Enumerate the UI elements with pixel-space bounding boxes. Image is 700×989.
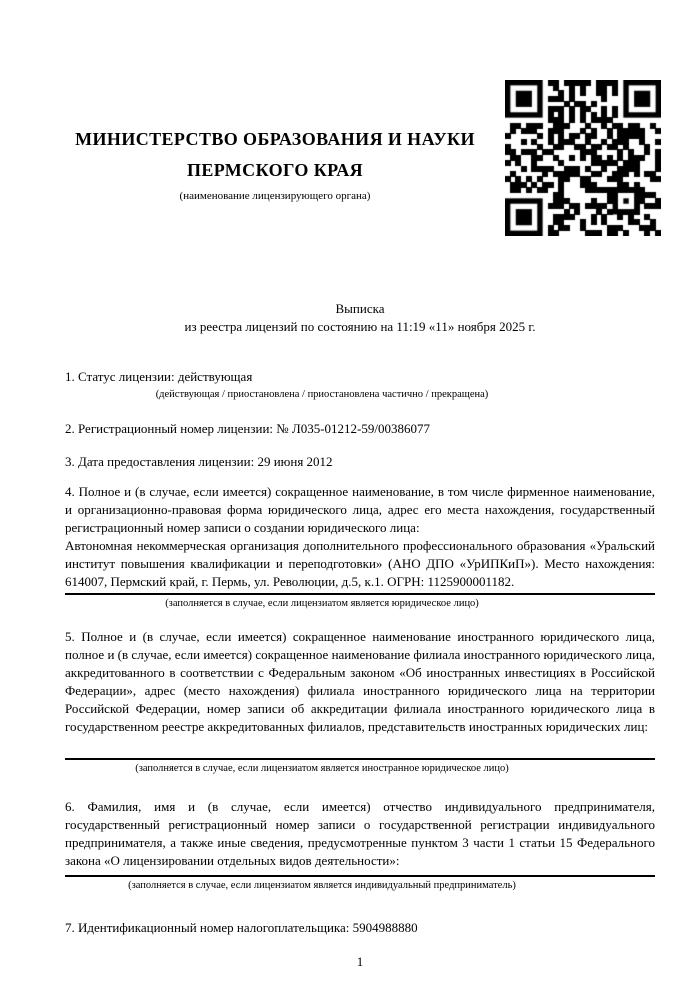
qr-code (505, 80, 661, 236)
item-registration-number (65, 420, 655, 438)
individual-entrepreneur-underline (65, 875, 655, 877)
ministry-name-line1: МИНИСТЕРСТВО ОБРАЗОВАНИЯ И НАУКИ (75, 129, 475, 149)
item-individual-entrepreneur (65, 798, 655, 893)
legal-entity-caption: (заполняется в случае, если лицензиатом является юридическое лицо) (165, 598, 479, 609)
document-title-heading: Выписка (335, 301, 385, 316)
foreign-entity-answer (65, 736, 655, 754)
taxpayer-number-text: 7. Идентификационный номер налогоплательщика: 5904988880 (65, 920, 418, 935)
licensing-authority-header (65, 124, 485, 204)
page-number: 1 (356, 954, 364, 969)
item-license-date (65, 453, 655, 471)
document-title (65, 300, 655, 336)
licensing-authority-caption: (наименование лицензирующего органа) (179, 190, 371, 202)
item-foreign-entity (65, 628, 655, 776)
item-legal-entity (65, 483, 655, 611)
individual-entrepreneur-caption: (заполняется в случае, если лицензиатом является индивидуальный предприниматель) (128, 880, 516, 891)
license-status-caption: (действующая / приостановлена / приостановлена частично / прекращена) (155, 389, 489, 400)
individual-entrepreneur-question: 6. Фамилия, имя и (в случае, если имеется) отчество индивидуального предпринимателя, государственный регистрационный номер записи о государственной регистрации индивидуального предпринимателя, а также иные сведения, предусмотренные пунктом 3 части 1 статьи 15 Федерального закона «О лицензировании отдельных видов деятельности»: (65, 799, 655, 868)
item-taxpayer-number (65, 919, 655, 937)
foreign-entity-question: 5. Полное и (в случае, если имеется) сокращенное наименование иностранного юридического лица, полное и (в случае, если имеется) сокращенное наименование филиала иностранного юридического лица, аккредитованного в соответствии с Федеральным законом «Об иностранных инвестициях в Российской Федерации», адрес (место нахождения) филиала иностранного юридического лица на территории Российской Федерации, номер записи об аккредитации филиала иностранного юридического лица в государственном реестре аккредитованных филиалов, представительств иностранных юридических лиц: (65, 629, 655, 734)
foreign-entity-underline (65, 758, 655, 760)
document-title-subheading: из реестра лицензий по состоянию на 11:19 «11» ноября 2025 г. (184, 319, 536, 334)
foreign-entity-caption: (заполняется в случае, если лицензиатом является иностранное юридическое лицо) (135, 763, 509, 774)
legal-entity-underline (65, 593, 655, 595)
document-body (65, 300, 655, 971)
item-license-status (65, 368, 655, 402)
legal-entity-answer: Автономная некоммерческая организация дополнительного профессионального образования «Уральский институт повышения квалификации и переподготовки» (АНО ДПО «УрИПКиП»). Место нахождения: 614007, Пермский край, г. Пермь, ул. Революции, д.5, к.1. ОГРН: 1125900001182. (65, 538, 655, 589)
license-status-text: 1. Статус лицензии: действующая (65, 369, 253, 384)
qr-code-canvas (505, 80, 661, 236)
legal-entity-question: 4. Полное и (в случае, если имеется) сокращенное наименование, в том числе фирменное наименование, и организационно-правовая форма юридического лица, адрес его места нахождения, государственный регистрационный номер записи о создании юридического лица: (65, 484, 655, 535)
ministry-name-line2: ПЕРМСКОГО КРАЯ (186, 160, 364, 180)
registration-number-text: 2. Регистрационный номер лицензии: № Л035-01212-59/00386077 (65, 421, 431, 436)
license-date-text: 3. Дата предоставления лицензии: 29 июня 2012 (65, 454, 333, 469)
